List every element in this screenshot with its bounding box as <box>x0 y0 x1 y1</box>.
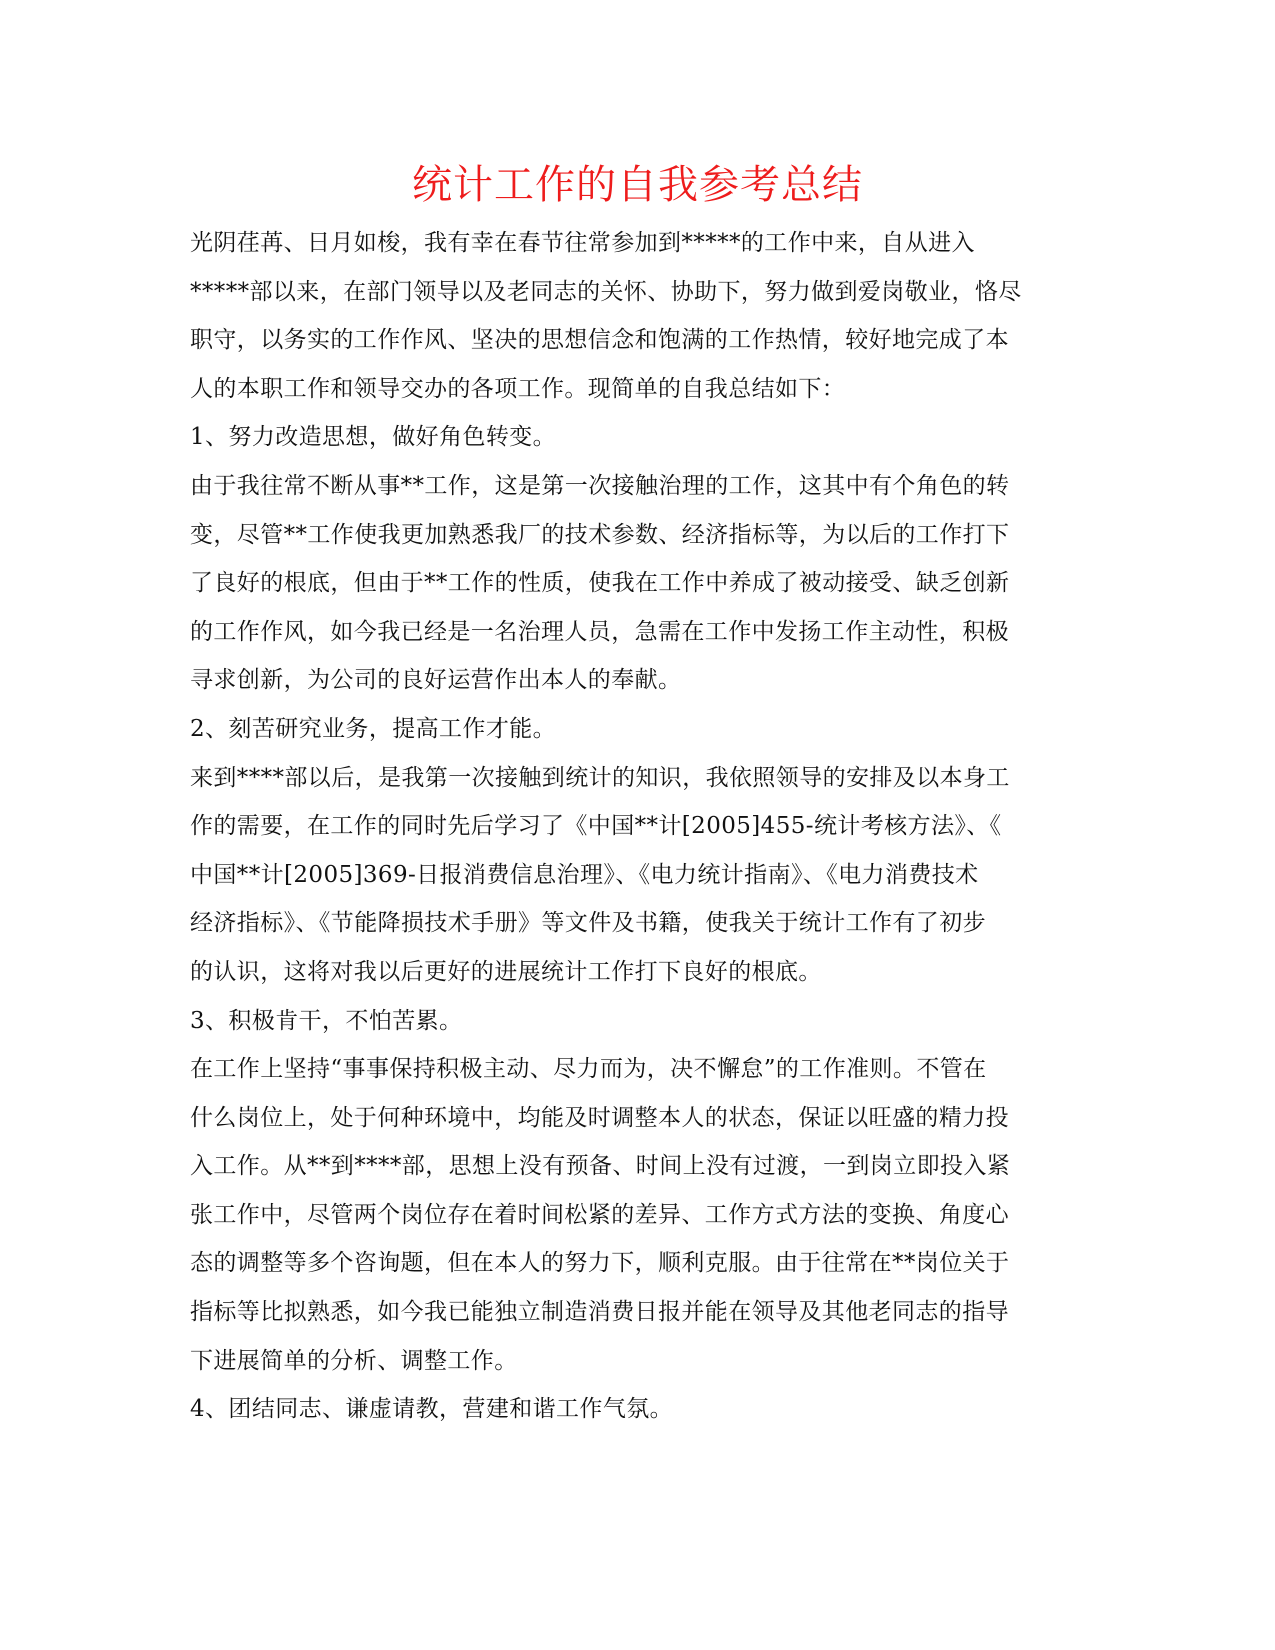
text-line: 职守，以务实的工作作风、坚决的思想信念和饱满的工作热情，较好地完成了本 <box>190 327 1009 354</box>
text-line: 张工作中，尽管两个岗位存在着时间松紧的差异、工作方式方法的变换、角度心 <box>190 1201 1009 1228</box>
text-line: 光阴荏苒、日月如梭，我有幸在春节往常参加到*****的工作中来，自从进入 <box>190 230 975 256</box>
text-line: 变，尽管**工作使我更加熟悉我厂的技术参数、经济指标等，为以后的工作打下 <box>190 521 1010 548</box>
text-line: 的工作作风，如今我已经是一名治理人员，急需在工作中发扬工作主动性，积极 <box>190 618 1009 645</box>
text-line: 来到****部以后，是我第一次接触到统计的知识，我依照领导的安排及以本身工 <box>190 764 1010 791</box>
text-line: 人的本职工作和领导交办的各项工作。现简单的自我总结如下： <box>190 375 846 402</box>
text-line: 寻求创新，为公司的良好运营作出本人的奉献。 <box>190 667 682 694</box>
text-line: 什么岗位上，处于何种环境中，均能及时调整本人的状态，保证以旺盛的精力投 <box>190 1104 1009 1131</box>
text-line: 下进展简单的分析、调整工作。 <box>190 1347 518 1374</box>
text-line: 指标等比拟熟悉，如今我已能独立制造消费日报并能在领导及其他老同志的指导 <box>190 1299 1009 1326</box>
text-line: *****部以来，在部门领导以及老同志的关怀、协助下，努力做到爱岗敬业，恪尽 <box>190 278 1022 305</box>
text-line: 的认识，这将对我以后更好的进展统计工作打下良好的根底。 <box>190 958 822 985</box>
section-heading: 1、努力改造思想，做好角色转变。 <box>190 424 557 451</box>
section-heading: 2、刻苦研究业务，提高工作才能。 <box>190 715 557 742</box>
text-line: 在工作上坚持“事事保持积极主动、尽力而为，决不懈怠”的工作准则。不管在 <box>190 1056 987 1083</box>
document-body <box>190 219 1080 1434</box>
document-title: 统计工作的自我参考总结 <box>412 162 863 208</box>
text-line: 经济指标》、《节能降损技术手册》等文件及书籍，使我关于统计工作有了初步 <box>190 910 986 937</box>
text-line: 了良好的根底，但由于**工作的性质，使我在工作中养成了被动接受、缺乏创新 <box>190 570 1010 597</box>
section-heading: 4、团结同志、谦虚请教，营建和谐工作气氛。 <box>190 1396 674 1423</box>
text-line: 由于我往常不断从事**工作，这是第一次接触治理的工作，这其中有个角色的转 <box>190 472 1010 499</box>
text-line: 作的需要，在工作的同时先后学习了《中国**计[2005]455-统计考核方法》、《 <box>190 813 1002 840</box>
section-heading: 3、积极肯干，不怕苦累。 <box>190 1007 463 1034</box>
text-line: 中国**计[2005]369-日报消费信息治理》、《电力统计指南》、《电力消费技术 <box>190 861 979 888</box>
text-line: 态的调整等多个咨询题，但在本人的努力下，顺利克服。由于往常在**岗位关于 <box>190 1250 1010 1277</box>
text-line: 入工作。从**到****部，思想上没有预备、时间上没有过渡，一到岗立即投入紧 <box>190 1153 1011 1180</box>
